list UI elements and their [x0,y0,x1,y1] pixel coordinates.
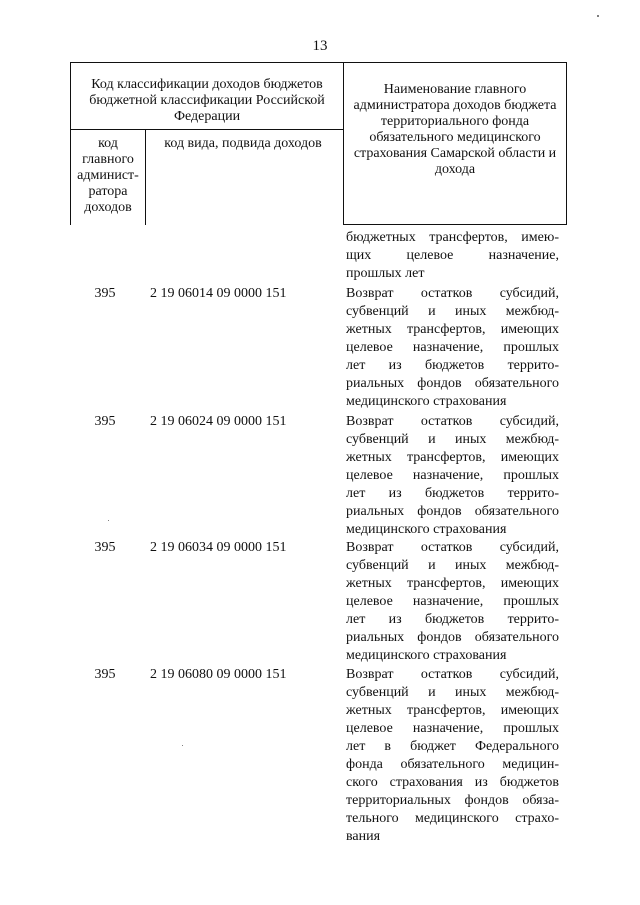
revenue-code: 2 19 06014 09 0000 151 [150,286,287,301]
table-header [70,62,567,225]
description-line: щих целевое назначение, [346,248,559,263]
admin-code: 395 [94,414,116,429]
description-line: вания [346,829,381,844]
carryover-description [346,229,559,283]
admin-code-header-line: админист- [77,168,139,183]
description-line: целевое назначение, прошлых [346,721,559,736]
description-line: целевое назначение, прошлых [346,594,559,609]
admin-code-header-line: ратора [88,184,128,199]
description-line: тельного медицинского страхо- [346,811,559,826]
header-border-top [70,62,567,63]
description-line: ского страхования из бюджетов [346,775,559,790]
description-line: субвенций и иных межбюд- [346,304,559,319]
description-line: жетных трансфертов, имеющих [346,322,559,337]
header-border-divider-main [343,62,344,225]
admin-code: 395 [94,667,116,682]
revenue-description [346,539,559,665]
description-line: медицинского страхования [346,522,507,537]
description-line: Возврат остатков субсидий, [346,414,559,429]
description-line: субвенций и иных межбюд- [346,558,559,573]
header-border-bottom-right [343,224,567,225]
revenue-description [346,413,559,539]
revenue-description [346,285,559,411]
page-number: 13 [312,38,328,54]
header-border-divider-sub [145,129,146,225]
description-line: целевое назначение, прошлых [346,340,559,355]
description-line: лет из бюджетов террито- [346,612,559,627]
description-line: риальных фондов обязательного [346,504,559,519]
description-line: жетных трансфертов, имеющих [346,576,559,591]
description-line: Возврат остатков субсидий, [346,667,559,682]
description-line: риальных фондов обязательного [346,630,559,645]
description-line: субвенций и иных межбюд- [346,432,559,447]
revenue-code: 2 19 06034 09 0000 151 [150,540,287,555]
admin-code-header-line: код [98,136,118,151]
revenue-code: 2 19 06080 09 0000 151 [150,667,287,682]
classification-title: Код классификации доходов бюджетов бюджетной классификации Российской Федерации [89,77,325,124]
admin-code-header-line: главного [82,152,134,167]
admin-code-header [71,136,145,216]
description-line: лет из бюджетов террито- [346,358,559,373]
description-line: лет в бюджет Федерального [346,739,559,754]
admin-code: 395 [94,286,116,301]
admin-code-header-line: доходов [84,200,132,215]
description-line: лет из бюджетов террито- [346,486,559,501]
description-line: жетных трансфертов, имеющих [346,703,559,718]
revenue-description [346,666,559,846]
admin-code: 395 [94,540,116,555]
header-border-right [566,62,567,225]
scan-speck [597,15,599,17]
description-line: целевое назначение, прошлых [346,468,559,483]
header-border-subhead [70,129,344,130]
description-line: жетных трансфертов, имеющих [346,450,559,465]
description-line: риальных фондов обязательного [346,376,559,391]
description-line: Возврат остатков субсидий, [346,286,559,301]
scan-speck [108,520,109,521]
description-line: Возврат остатков субсидий, [346,540,559,555]
description-line: медицинского страхования [346,394,507,409]
description-line: территориальных фондов обяза- [346,793,559,808]
revenue-code-header: код вида, подвида доходов [164,136,322,151]
revenue-code: 2 19 06024 09 0000 151 [150,414,287,429]
description-line: субвенций и иных межбюд- [346,685,559,700]
scan-speck [182,745,183,746]
description-line: медицинского страхования [346,648,507,663]
description-line: бюджетных трансфертов, имею- [346,230,559,245]
description-line: прошлых лет [346,266,425,281]
description-line: фонда обязательного медицин- [346,757,559,772]
administrator-name-header: Наименование главного администратора доходов бюджета территориального фонда обязательного медицинского страхования Самарской области и дохода [353,82,557,177]
